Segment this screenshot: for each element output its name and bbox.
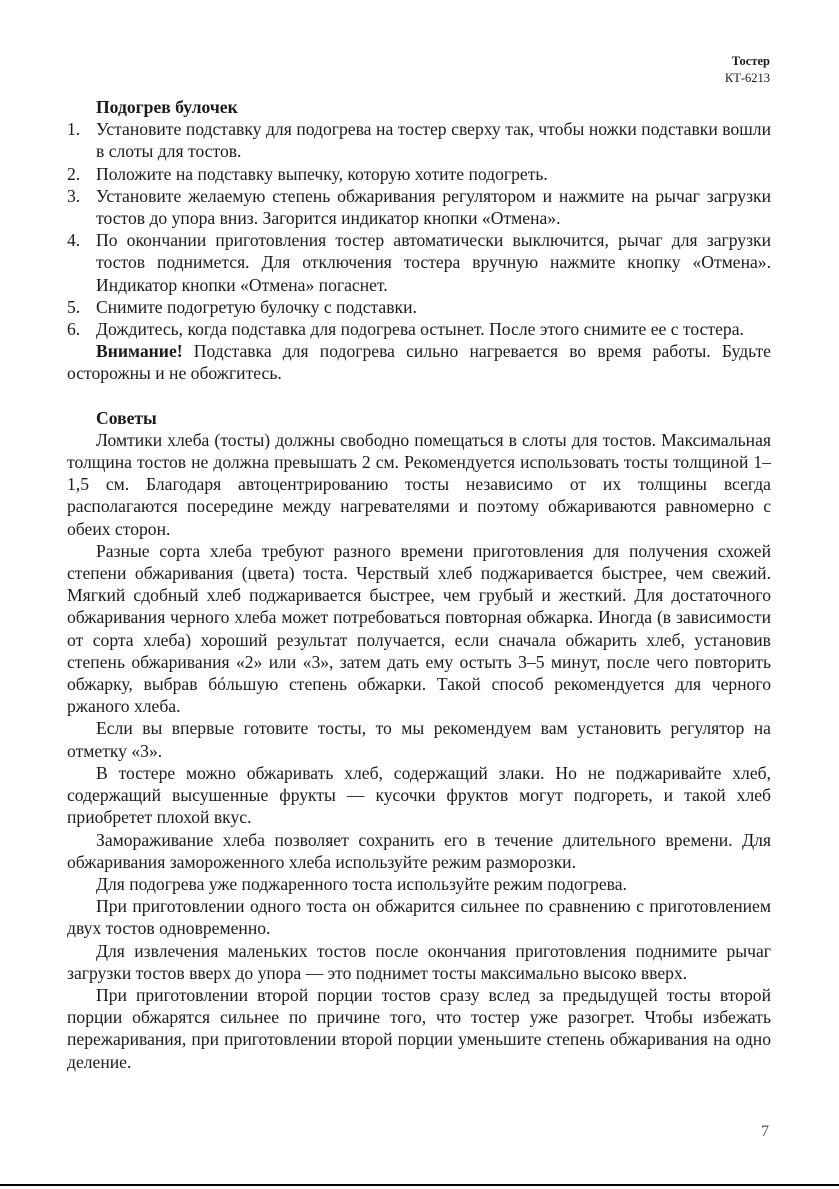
- step-text: Установите подставку для подогрева на тостер сверху так, чтобы ножки подставки вошли в слоты для тостов.: [96, 119, 771, 162]
- step-item: [67, 318, 771, 340]
- step-number: 6.: [67, 319, 81, 340]
- tip-paragraph: Ломтики хлеба (тосты) должны свободно помещаться в слоты для тостов. Максимальная толщина тостов не должна превышать 2 см. Рекомендуется использовать тосты толщиной 1–1,5 см. Благодаря автоцентрированию тосты независимо от их толщины всегда располагаются посередине между нагревателями и поэтому обжариваются равномерно с обеих сторон.: [67, 429, 771, 539]
- step-text: Снимите подогретую булочку с подставки.: [96, 296, 417, 317]
- warning-label: Внимание!: [96, 341, 183, 362]
- step-text: По окончании приготовления тостер автоматически выключится, рычаг для загрузки тостов поднимется. Для отключения тостера вручную нажмите кнопку «Отмена». Индикатор кнопки «Отмена» погаснет.: [96, 230, 771, 295]
- page-header: [725, 53, 770, 87]
- tip-paragraph: Если вы впервые готовите тосты, то мы рекомендуем вам установить регулятор на отметку «3».: [67, 718, 771, 761]
- step-number: 2.: [67, 163, 81, 184]
- tip-paragraph: Для извлечения маленьких тостов после окончания приготовления поднимите рычаг загрузки тостов вверх до упора — это поднимет тосты максимально высоко вверх.: [67, 940, 771, 983]
- warning-text: Подставка для подогрева сильно нагревается во время работы. Будьте осторожны и не обожгитесь.: [67, 341, 771, 384]
- page-number: 7: [761, 1123, 769, 1140]
- step-item: [67, 163, 771, 185]
- page-content: [67, 96, 771, 1073]
- step-item: [67, 185, 771, 229]
- step-text: Дождитесь, когда подставка для подогрева остынет. После этого снимите ее с тостера.: [96, 319, 744, 340]
- step-text: Установите желаемую степень обжаривания регулятором и нажмите на рычаг загрузки тостов до упора вниз. Загорится индикатор кнопки «Отмена».: [96, 185, 771, 229]
- step-number: 4.: [67, 230, 81, 251]
- tip-paragraph: Разные сорта хлеба требуют разного времени приготовления для получения схожей степени обжаривания (цвета) тоста. Черствый хлеб поджаривается быстрее, чем свежий. Мягкий сдобный хлеб поджаривается быстрее, чем грубый и жесткий. Для достаточного обжаривания черного хлеба может потребоваться повторная обжарка. Иногда (в зависимости от сорта хлеба) хороший результат получается, если сначала обжарить хлеб, установив степень обжаривания «2» или «3», затем дать ему остыть 3–5 минут, после чего повторить обжарку, выбрав бóльшую степень обжарки. Такой способ рекомендуется для черного ржаного хлеба.: [67, 540, 771, 717]
- tip-paragraph: Замораживание хлеба позволяет сохранить его в течение длительного времени. Для обжаривания замороженного хлеба используйте режим разморозки.: [67, 829, 771, 872]
- step-item: [67, 118, 771, 162]
- bottom-divider: [0, 1184, 839, 1186]
- tip-paragraph: Для подогрева уже поджаренного тоста используйте режим подогрева.: [96, 873, 627, 894]
- tip-paragraph: В тостере можно обжаривать хлеб, содержащий злаки. Но не поджаривайте хлеб, содержащий высушенные фрукты — кусочки фруктов могут подгореть, и такой хлеб приобретет плохой вкус.: [67, 762, 771, 828]
- warning-paragraph: [67, 340, 771, 384]
- step-number: 1.: [67, 119, 81, 140]
- steps-list: [67, 118, 771, 340]
- step-item: [67, 229, 771, 296]
- tip-paragraph: При приготовлении второй порции тостов сразу вслед за предыдущей тосты второй порции обжарятся сильнее по причине того, что тостер уже разогрет. Чтобы избежать пережаривания, при приготовлении второй порции уменьшите степень обжаривания на одно деление.: [67, 984, 771, 1072]
- product-name: Тостер: [731, 54, 770, 68]
- section-title-tips: Советы: [96, 407, 157, 428]
- step-number: 5.: [67, 296, 81, 317]
- step-item: [67, 296, 771, 318]
- tip-paragraph: При приготовлении одного тоста он обжарится сильнее по сравнению с приготовлением двух тостов одновременно.: [67, 896, 771, 939]
- step-number: 3.: [67, 185, 81, 206]
- section-title-bun-warming: Подогрев булочек: [96, 97, 238, 117]
- step-text: Положите на подставку выпечку, которую хотите подогреть.: [96, 163, 548, 184]
- model-number: КТ-6213: [724, 71, 770, 85]
